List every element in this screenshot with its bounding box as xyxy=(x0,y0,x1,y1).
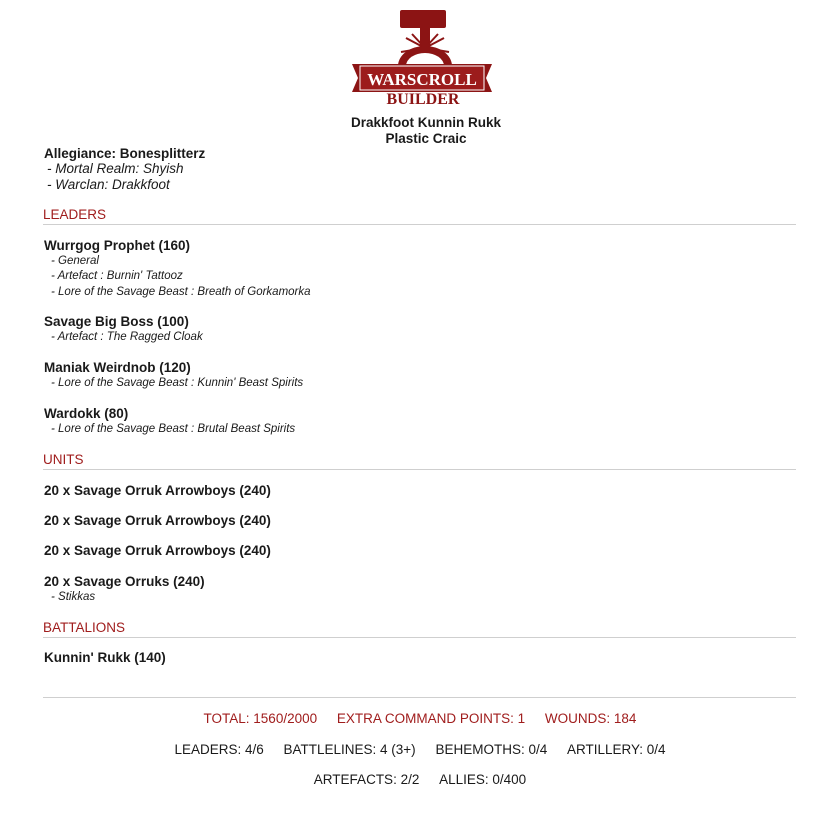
warscroll-builder-logo xyxy=(346,8,496,108)
leader-detail: - Lore of the Savage Beast : Breath of Gorkamorka xyxy=(51,286,311,298)
battalion-name: Kunnin' Rukk (140) xyxy=(44,650,166,665)
leader-name: Wurrgog Prophet (160) xyxy=(44,238,191,253)
logo-word-warscroll: WARSCROLL xyxy=(367,70,477,89)
army-subtitle: Plastic Craic xyxy=(385,131,467,146)
summary-artefacts: ARTEFACTS: 2/2 xyxy=(313,772,420,787)
allegiance-warclan: - Warclan: Drakkfoot xyxy=(47,177,170,192)
army-name: Drakkfoot Kunnin Rukk xyxy=(350,115,501,130)
leader-detail: - Artefact : The Ragged Cloak xyxy=(51,331,203,343)
summary-command-points: EXTRA COMMAND POINTS: 1 xyxy=(336,711,526,726)
summary-behemoths: BEHEMOTHS: 0/4 xyxy=(435,742,548,757)
leader-detail: - Artefact : Burnin' Tattooz xyxy=(51,270,183,282)
summary-total: TOTAL: 1560/2000 xyxy=(203,711,318,726)
leader-detail: - Lore of the Savage Beast : Kunnin' Beast Spirits xyxy=(51,377,304,389)
hammer-logo-icon xyxy=(346,8,496,108)
section-units: UNITS xyxy=(43,452,796,470)
leader-name: Savage Big Boss (100) xyxy=(44,314,189,329)
summary-wounds: WOUNDS: 184 xyxy=(544,711,637,726)
summary-extras xyxy=(0,772,828,787)
summary-slots xyxy=(0,742,828,757)
logo-word-builder: BUILDER xyxy=(386,91,460,108)
allegiance-label: Allegiance: Bonesplitterz xyxy=(44,146,206,161)
unit-name: 20 x Savage Orruk Arrowboys (240) xyxy=(44,483,271,498)
summary-leaders: LEADERS: 4/6 xyxy=(174,742,264,757)
summary-battlelines: BATTLELINES: 4 (3+) xyxy=(283,742,416,757)
section-leaders: LEADERS xyxy=(43,207,796,225)
footer-divider xyxy=(43,697,796,698)
leader-detail: - General xyxy=(51,255,99,267)
summary-primary xyxy=(0,711,828,726)
leader-detail: - Lore of the Savage Beast : Brutal Beast Spirits xyxy=(51,423,296,435)
summary-allies: ALLIES: 0/400 xyxy=(439,772,527,787)
summary-artillery: ARTILLERY: 0/4 xyxy=(567,742,666,757)
leader-name: Wardokk (80) xyxy=(44,406,129,421)
allegiance-realm: - Mortal Realm: Shyish xyxy=(47,161,184,176)
unit-name: 20 x Savage Orruk Arrowboys (240) xyxy=(44,513,271,528)
leader-name: Maniak Weirdnob (120) xyxy=(44,360,191,375)
unit-name: 20 x Savage Orruk Arrowboys (240) xyxy=(44,543,271,558)
unit-name: 20 x Savage Orruks (240) xyxy=(44,574,205,589)
section-battalions: BATTALIONS xyxy=(43,620,796,638)
unit-detail: - Stikkas xyxy=(51,591,96,603)
